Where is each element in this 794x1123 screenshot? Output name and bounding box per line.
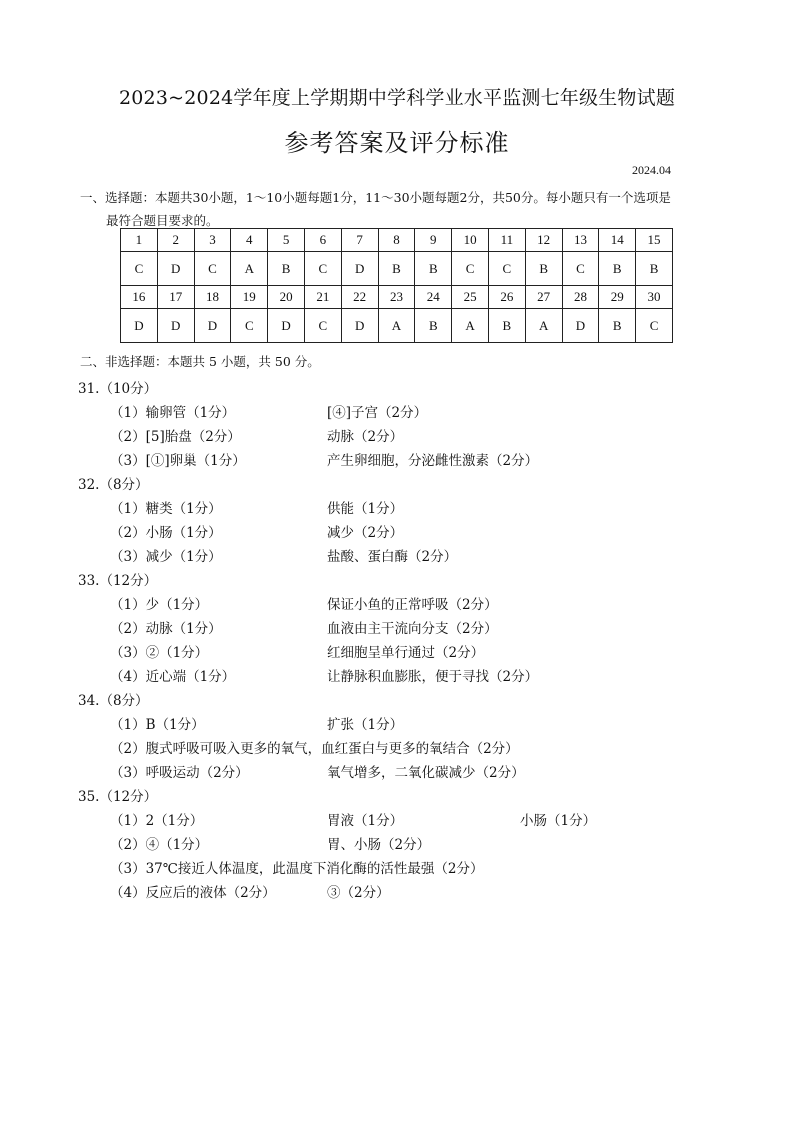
table-cell: 9 bbox=[415, 229, 452, 252]
table-cell: 22 bbox=[341, 286, 378, 309]
table-cell: 24 bbox=[415, 286, 452, 309]
q34-answer: 扩张（1分） bbox=[327, 717, 404, 733]
table-cell: C bbox=[121, 252, 158, 286]
q33-answer: （3）②（1分） bbox=[110, 645, 209, 661]
table-cell: D bbox=[121, 309, 158, 343]
q32-answer: 盐酸、蛋白酶（2分） bbox=[327, 549, 458, 565]
table-cell: 19 bbox=[231, 286, 268, 309]
table-cell: 25 bbox=[452, 286, 489, 309]
table-cell: 7 bbox=[341, 229, 378, 252]
table-cell: 6 bbox=[304, 229, 341, 252]
q32-heading: 32.（8分） bbox=[78, 477, 149, 493]
table-cell: 3 bbox=[194, 229, 231, 252]
document-date: 2024.04 bbox=[632, 163, 671, 177]
q32-answer: （3）减少（1分） bbox=[110, 549, 222, 565]
table-cell: 2 bbox=[157, 229, 194, 252]
q34-answer: （2）腹式呼吸可吸入更多的氧气，血红蛋白与更多的氧结合（2分） bbox=[110, 741, 519, 757]
table-cell: C bbox=[231, 309, 268, 343]
q35-answer: （3）37℃接近人体温度，此温度下消化酶的活性最强（2分） bbox=[110, 861, 484, 877]
q34-answer: 氧气增多，二氧化碳减少（2分） bbox=[327, 765, 525, 781]
table-cell: A bbox=[378, 309, 415, 343]
q35-answer: 胃、小肠（2分） bbox=[327, 837, 431, 853]
table-cell: A bbox=[452, 309, 489, 343]
table-cell: B bbox=[415, 309, 452, 343]
q33-heading: 33.（12分） bbox=[78, 573, 158, 589]
table-cell: B bbox=[525, 252, 562, 286]
table-cell: A bbox=[525, 309, 562, 343]
table-row-numbers-1 bbox=[121, 229, 673, 252]
q35-answer: （2）④（1分） bbox=[110, 837, 209, 853]
q35-answer: 小肠（1分） bbox=[520, 813, 597, 829]
table-row-answers-1 bbox=[121, 252, 673, 286]
page-subtitle: 参考答案及评分标准 bbox=[284, 129, 510, 157]
table-cell: 26 bbox=[488, 286, 525, 309]
table-cell: 15 bbox=[636, 229, 673, 252]
q32-answer: （1）糖类（1分） bbox=[110, 501, 222, 517]
table-cell: 29 bbox=[599, 286, 636, 309]
table-cell: C bbox=[194, 252, 231, 286]
q31-answer: 动脉（2分） bbox=[327, 429, 404, 445]
q34-answer: （3）呼吸运动（2分） bbox=[110, 765, 249, 781]
table-cell: D bbox=[562, 309, 599, 343]
table-cell: 12 bbox=[525, 229, 562, 252]
table-cell: D bbox=[194, 309, 231, 343]
table-cell: C bbox=[304, 252, 341, 286]
table-cell: D bbox=[157, 309, 194, 343]
table-cell: 11 bbox=[488, 229, 525, 252]
table-cell: 4 bbox=[231, 229, 268, 252]
section1-instructions bbox=[80, 186, 730, 232]
table-cell: D bbox=[157, 252, 194, 286]
q32-answer: （2）小肠（1分） bbox=[110, 525, 222, 541]
q33-answer: 红细胞呈单行通过（2分） bbox=[327, 645, 485, 661]
choice-answer-table bbox=[120, 228, 673, 343]
table-cell: 10 bbox=[452, 229, 489, 252]
table-cell: 27 bbox=[525, 286, 562, 309]
table-cell: C bbox=[562, 252, 599, 286]
q32-answer: 减少（2分） bbox=[327, 525, 404, 541]
q31-answer: [④]子宫（2分） bbox=[327, 405, 428, 421]
q35-answer: ③（2分） bbox=[327, 885, 390, 901]
q33-answer: 保证小鱼的正常呼吸（2分） bbox=[327, 597, 498, 613]
table-cell: 21 bbox=[304, 286, 341, 309]
section1-line1: 一、选择题：本题共30小题，1～10小题每题1分，11～30小题每题2分，共50分。每小题只有一个选项是 bbox=[80, 190, 671, 205]
q31-heading: 31.（10分） bbox=[78, 381, 158, 397]
table-cell: D bbox=[341, 252, 378, 286]
table-cell: 18 bbox=[194, 286, 231, 309]
q33-answer: （1）少（1分） bbox=[110, 597, 209, 613]
section1-line2: 最符合题目要求的。 bbox=[106, 213, 219, 228]
table-cell: 28 bbox=[562, 286, 599, 309]
table-cell: 17 bbox=[157, 286, 194, 309]
table-cell: 20 bbox=[268, 286, 305, 309]
section2-heading: 二、非选择题：本题共 5 小题，共 50 分。 bbox=[80, 354, 320, 369]
table-cell: 13 bbox=[562, 229, 599, 252]
table-cell: B bbox=[599, 309, 636, 343]
q35-answer: 胃液（1分） bbox=[327, 813, 404, 829]
table-cell: B bbox=[378, 252, 415, 286]
table-cell: 30 bbox=[636, 286, 673, 309]
table-cell: 14 bbox=[599, 229, 636, 252]
page-title: 2023~2024学年度上学期期中学科学业水平监测七年级生物试题 bbox=[118, 87, 676, 109]
table-cell: C bbox=[452, 252, 489, 286]
q35-answer: （1）2（1分） bbox=[110, 813, 204, 829]
table-cell: C bbox=[636, 309, 673, 343]
q33-answer: 血液由主干流向分支（2分） bbox=[327, 621, 498, 637]
table-cell: 16 bbox=[121, 286, 158, 309]
table-cell: D bbox=[341, 309, 378, 343]
q33-answer: （2）动脉（1分） bbox=[110, 621, 222, 637]
table-cell: 8 bbox=[378, 229, 415, 252]
q33-answer: （4）近心端（1分） bbox=[110, 669, 236, 685]
q31-answer: 产生卵细胞，分泌雌性激素（2分） bbox=[327, 453, 539, 469]
q35-heading: 35.（12分） bbox=[78, 789, 158, 805]
table-row-numbers-2 bbox=[121, 286, 673, 309]
q35-answer: （4）反应后的液体（2分） bbox=[110, 885, 276, 901]
table-cell: 23 bbox=[378, 286, 415, 309]
q32-answer: 供能（1分） bbox=[327, 501, 404, 517]
table-row-answers-2 bbox=[121, 309, 673, 343]
table-cell: B bbox=[599, 252, 636, 286]
q31-answer: （3）[①]卵巢（1分） bbox=[110, 453, 246, 469]
table-cell: B bbox=[415, 252, 452, 286]
q34-answer: （1）B（1分） bbox=[110, 717, 205, 733]
table-cell: 1 bbox=[121, 229, 158, 252]
table-cell: 5 bbox=[268, 229, 305, 252]
table-cell: B bbox=[488, 309, 525, 343]
q31-answer: （1）输卵管（1分） bbox=[110, 405, 236, 421]
table-cell: C bbox=[488, 252, 525, 286]
q33-answer: 让静脉积血膨胀，便于寻找（2分） bbox=[327, 669, 539, 685]
table-cell: A bbox=[231, 252, 268, 286]
table-cell: B bbox=[636, 252, 673, 286]
table-cell: D bbox=[268, 309, 305, 343]
table-cell: B bbox=[268, 252, 305, 286]
q34-heading: 34.（8分） bbox=[78, 693, 149, 709]
table-cell: C bbox=[304, 309, 341, 343]
q31-answer: （2）[5]胎盘（2分） bbox=[110, 429, 241, 445]
